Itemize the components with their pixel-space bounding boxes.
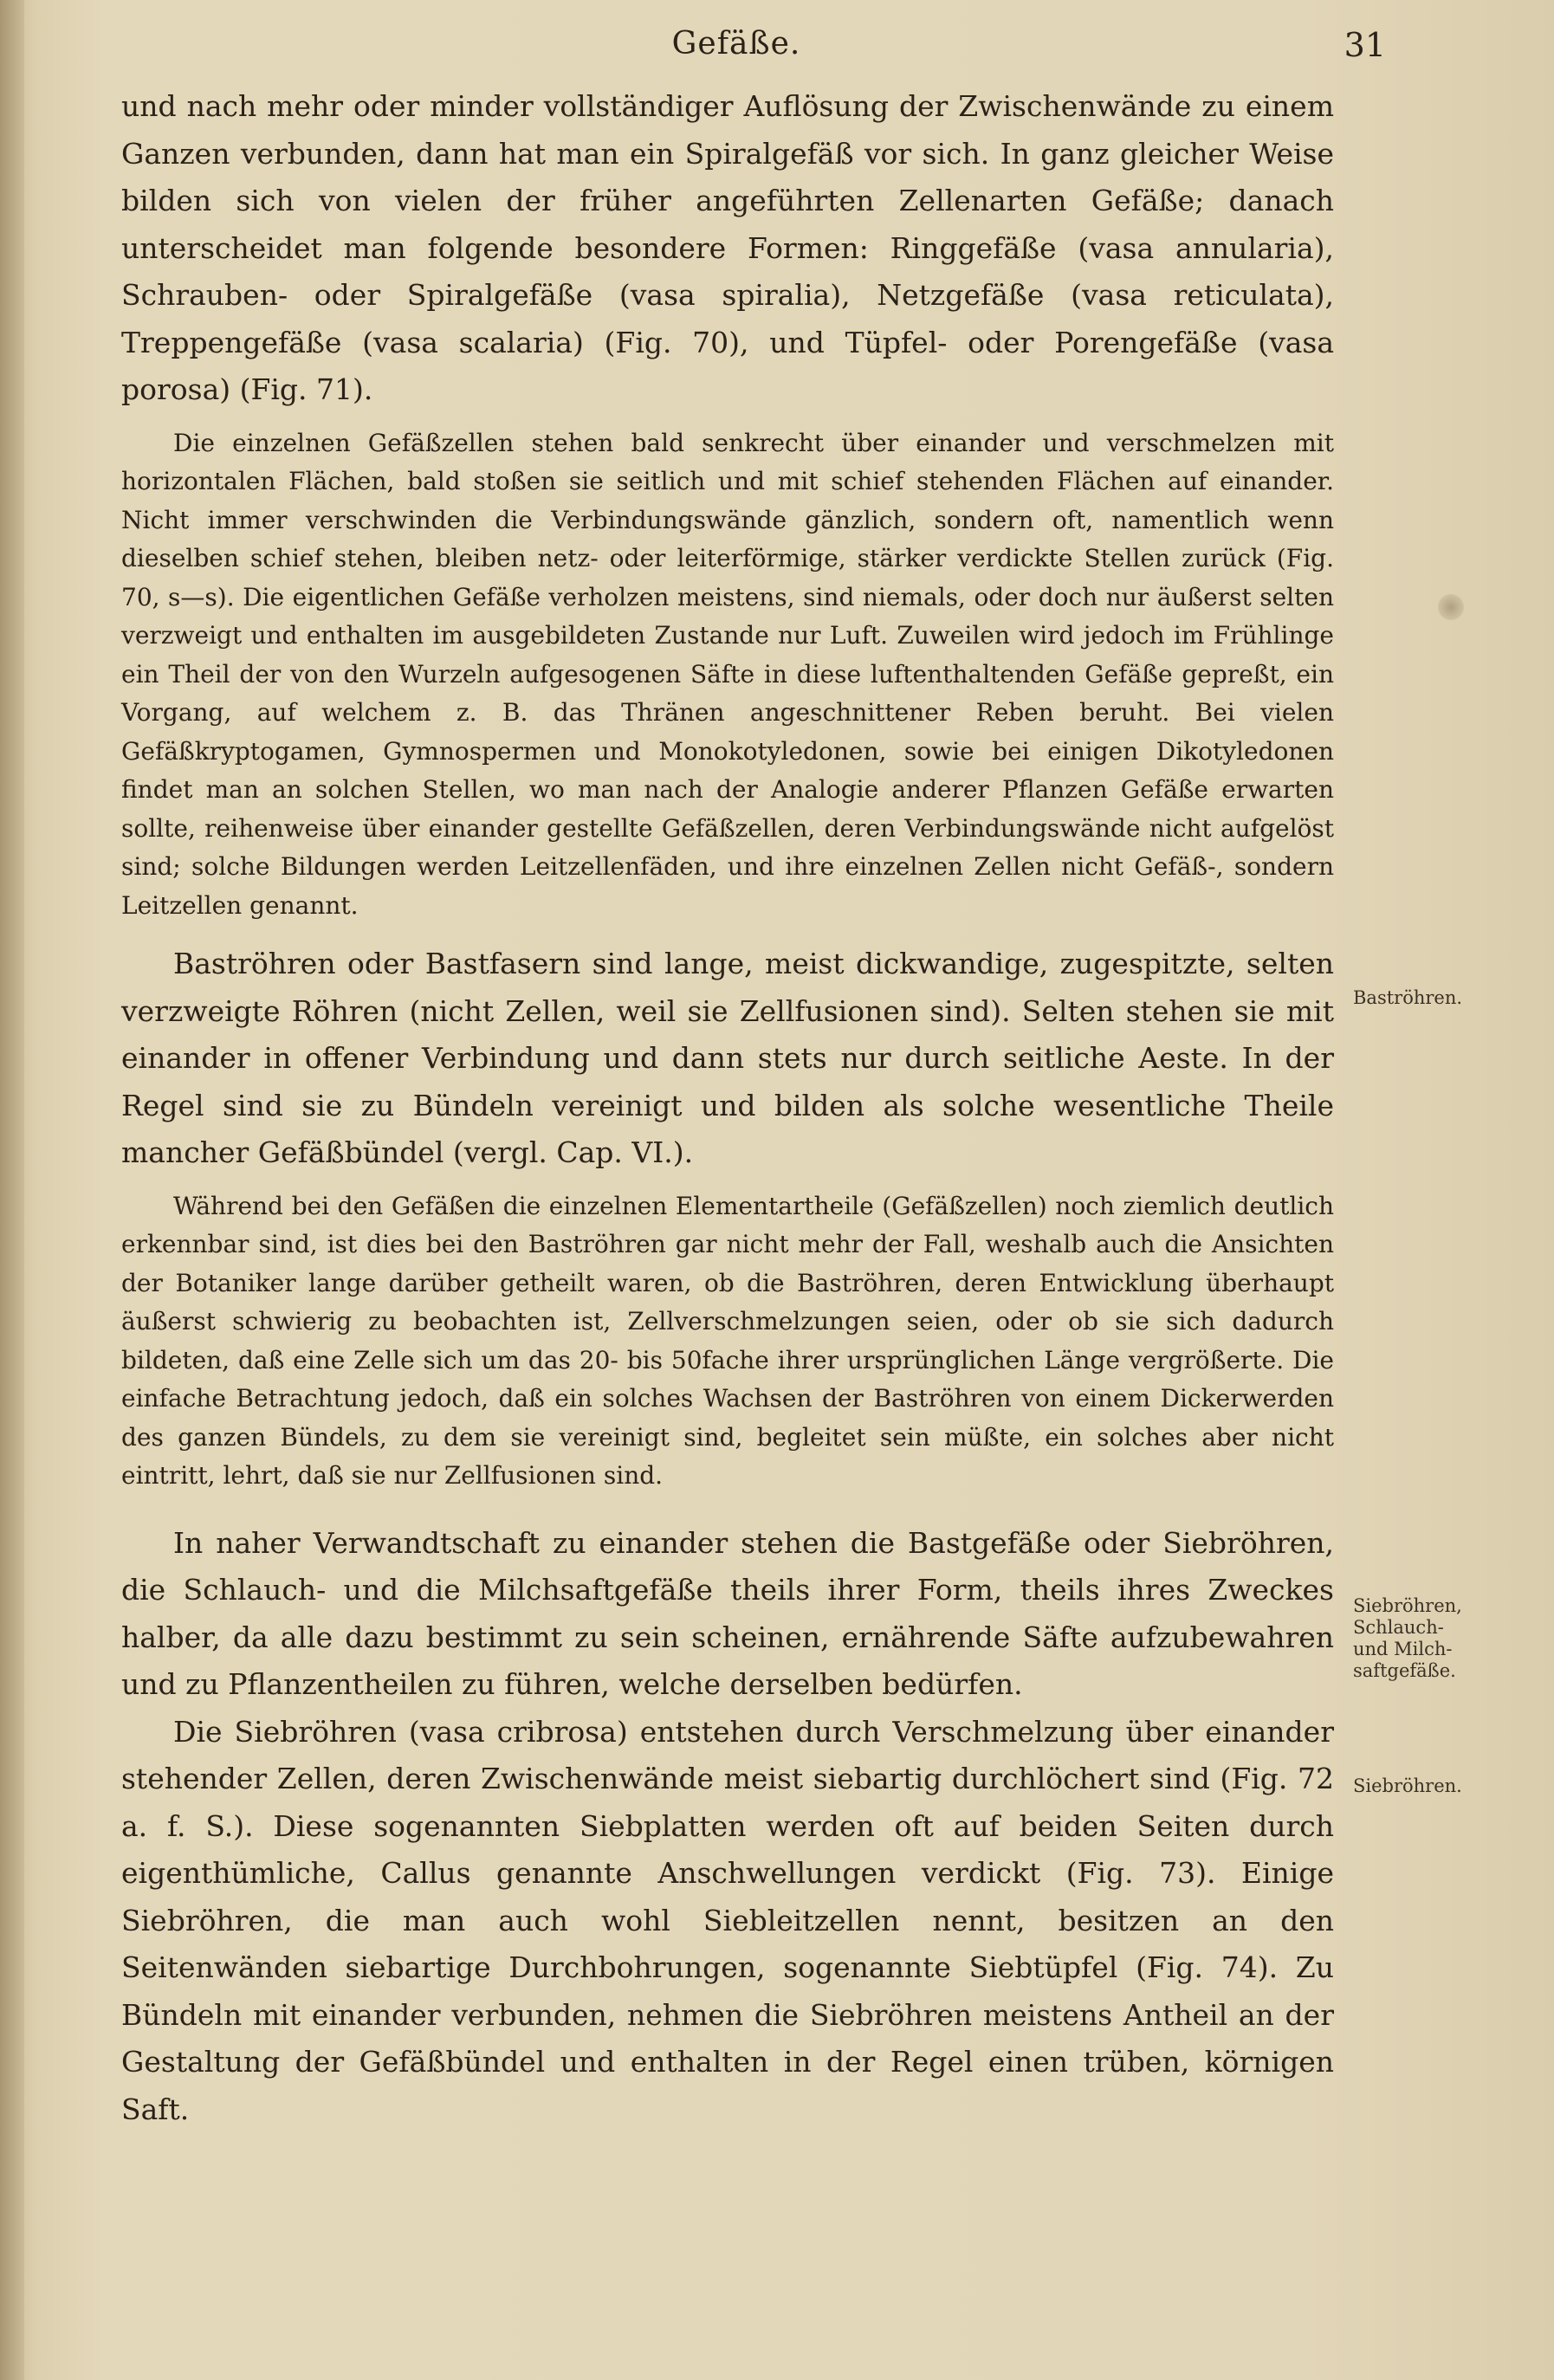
body-text — [121, 83, 1334, 2133]
margin-note-bastroehren: Baströhren. — [1353, 987, 1463, 1008]
margin-note-line: saftgefäße. — [1353, 1660, 1456, 1681]
paragraph-bast-tubes: Baströhren oder Bastfasern sind lange, meist dickwandige, zugespitzte, selten verzweigte Röhren (nicht Zellen, weil sie Zellfusionen sind). Selten stehen sie mit einander in offener Verbindung und dann stets nur durch seitliche Aeste. In der Regel sind sie zu Bündeln vereinigt und bilden als solche wesentliche Theile mancher Gefäßbündel (vergl. Cap. VI.). — [121, 947, 1334, 1169]
page-number: 31 — [1344, 26, 1386, 64]
paragraph-sieve-tubes: Die Siebröhren (vasa cribrosa) entstehen durch Verschmelzung über einander stehender Zellen, deren Zwischenwände meist siebartig durchlöchert sind (Fig. 72 a. f. S.). Diese sogenannten Siebplatten werden oft auf beiden Seiten durch eigenthümliche, Callus genannte Anschwellungen verdickt (Fig. 73). Einige Siebröhren, die man auch wohl Siebleitzellen nennt, besitzen an den Seitenwänden siebartige Durchbohrungen, sogenannte Siebtüpfel (Fig. 74). Zu Bündeln mit einander verbunden, nehmen die Siebröhren meistens Antheil an der Gestaltung der Gefäßbündel und enthalten in der Regel einen trüben, körnigen Saft. — [121, 1714, 1334, 2126]
facing-page-edge — [0, 0, 24, 2380]
margin-note-siebroehren: Siebröhren. — [1353, 1775, 1462, 1796]
paragraph-bast-development: Während bei den Gefäßen die einzelnen Elementartheile (Gefäßzellen) noch ziemlich deutlich erkennbar sind, ist dies bei den Baströhren gar nicht mehr der Fall, weshalb auch die Ansichten der Botaniker lange darüber getheilt waren, ob die Baströhren, deren Entwicklung überhaupt äußerst schwierig zu beobachten ist, Zellverschmelzungen seien, oder ob sie sich dadurch bildeten, daß eine Zelle sich um das 20- bis 50fache ihrer ursprünglichen Länge vergrößerte. Die einfache Betrachtung jedoch, daß ein solches Wachsen der Baströhren von einem Dickerwerden des ganzen Bündels, zu dem sie vereinigt sind, begleitet sein müßte, ein solches aber nicht eintritt, lehrt, daß sie nur Zellfusionen sind. — [121, 1191, 1334, 1490]
margin-note-line: Schlauch- — [1353, 1617, 1444, 1638]
ink-spot — [1438, 594, 1464, 620]
page-header — [121, 21, 1386, 73]
margin-note-line: Siebröhren, — [1353, 1595, 1462, 1616]
margin-note-line: und Milch- — [1353, 1639, 1453, 1659]
margin-note-siebroehren-group — [1353, 1595, 1462, 1682]
running-title: Gefäße. — [671, 26, 801, 61]
paragraph-vessel-types: und nach mehr oder minder vollständiger Auflösung der Zwischenwände zu einem Ganzen verbunden, dann hat man ein Spiralgefäß vor sich. In ganz gleicher Weise bilden sich von vielen der früher angeführten Zellenarten Gefäße; danach unterscheidet man folgende besondere Formen: Ringgefäße (vasa annularia), Schrauben- oder Spiralgefäße (vasa spiralia), Netzgefäße (vasa reticulata), Treppengefäße (vasa scalaria) (Fig. 70), und Tüpfel- oder Porengefäße (vasa porosa) (Fig. 71). — [121, 89, 1334, 406]
paragraph-vessel-cells: Die einzelnen Gefäßzellen stehen bald senkrecht über einander und verschmelzen mit horizontalen Flächen, bald stoßen sie seitlich und mit schief stehenden Flächen auf einander. Nicht immer verschwinden die Verbindungswände gänzlich, sondern oft, namentlich wenn dieselben schief stehen, bleiben netz- oder leiterförmige, stärker verdickte Stellen zurück (Fig. 70, s—s). Die eigentlichen Gefäße verholzen meistens, sind niemals, oder doch nur äußerst selten verzweigt und enthalten im ausgebildeten Zustande nur Luft. Zuweilen wird jedoch im Frühlinge ein Theil der von den Wurzeln aufgesogenen Säfte in diese luftenthaltenden Gefäße gepreßt, ein Vorgang, auf welchem z. B. das Thränen angeschnittener Reben beruht. Bei vielen Gefäßkryptogamen, Gymnospermen und Monokotyledonen, sowie bei einigen Dikotyledonen findet man an solchen Stellen, wo man nach der Analogie anderer Pflanzen Gefäße erwarten sollte, reihenweise über einander gestellte Gefäßzellen, deren Verbindungswände nicht aufgelöst sind; solche Bildungen werden Leitzellenfäden, und ihre einzelnen Zellen nicht Gefäß-, sondern Leitzellen genannt. — [121, 428, 1334, 920]
paragraph-related-vessels: In naher Verwandtschaft zu einander stehen die Bastgefäße oder Siebröhren, die Schlauch- und die Milchsaftgefäße theils ihrer Form, theils ihres Zweckes halber, da alle dazu bestimmt zu sein scheinen, ernährende Säfte aufzubewahren und zu Pflanzentheilen zu führen, welche derselben bedürfen. — [121, 1525, 1334, 1701]
